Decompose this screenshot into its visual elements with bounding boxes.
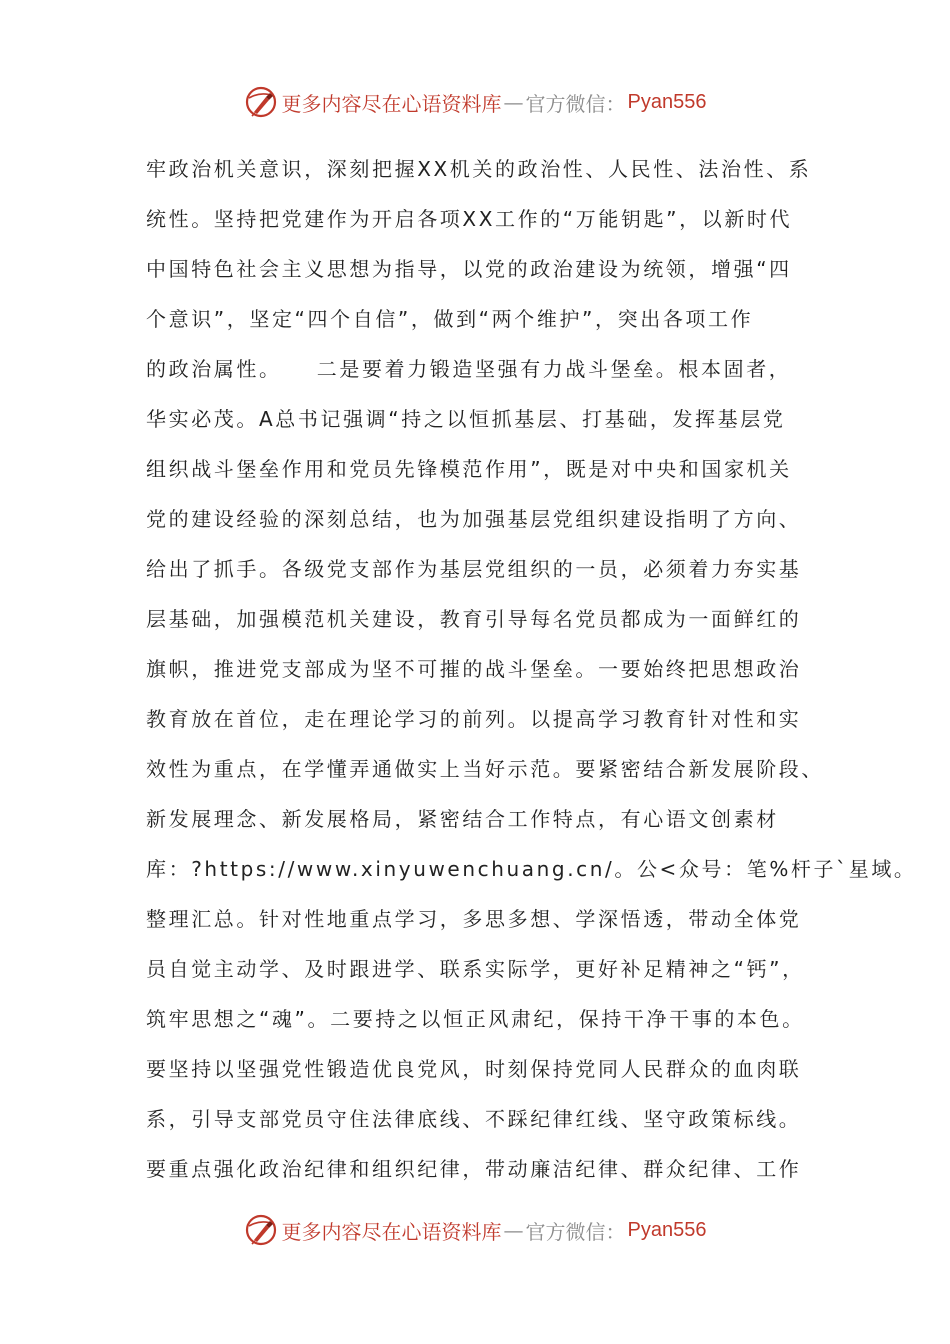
body-line: 组织战斗堡垒作用和党员先锋模范作用”，既是对中央和国家机关: [146, 457, 792, 481]
body-line: 教育放在首位，走在理论学习的前列。以提高学习教育针对性和实: [146, 707, 802, 731]
header-wechat-label: 官方微信：: [525, 91, 626, 116]
body-line: 整理汇总。针对性地重点学习，多思多想、学深悟透，带动全体党: [146, 907, 802, 931]
footer-wechat-id: Pyan556: [627, 1218, 707, 1241]
body-line: 要坚持以坚强党性锻造优良党风，时刻保持党同人民群众的血肉联: [146, 1057, 802, 1081]
body-line: 效性为重点，在学懂弄通做实上当好示范。要紧密结合新发展阶段、: [146, 757, 824, 781]
header-site-name: 更多内容尽在心语资料库: [281, 91, 502, 116]
body-line: 统性。坚持把党建作为开启各项XX工作的“万能钥匙”，以新时代: [146, 207, 793, 231]
pen-nib-logo-icon: [244, 85, 278, 119]
body-line: 中国特色社会主义思想为指导，以党的政治建设为统领，增强“四: [146, 257, 792, 281]
body-line: 要重点强化政治纪律和组织纪律，带动廉洁纪律、群众纪律、工作: [146, 1157, 802, 1181]
footer-banner: [0, 1210, 950, 1250]
body-line: 个意识”，坚定“四个自信”，做到“两个维护”，突出各项工作: [146, 307, 754, 331]
body-line: 给出了抓手。各级党支部作为基层党组织的一员，必须着力夯实基: [146, 557, 802, 581]
pen-nib-logo-icon: [244, 1213, 278, 1247]
body-line: 牢政治机关意识，深刻把握XX机关的政治性、人民性、法治性、系: [146, 157, 812, 181]
header-banner: [0, 82, 950, 122]
footer-wechat-label: 官方微信：: [525, 1219, 626, 1244]
header-wechat-id: Pyan556: [627, 90, 707, 113]
footer-site-name: 更多内容尽在心语资料库: [281, 1219, 502, 1244]
body-line: 华实必茂。A总书记强调“持之以恒抓基层、打基础，发挥基层党: [146, 407, 786, 431]
body-line: 员自觉主动学、及时跟进学、联系实际学，更好补足精神之“钙”，: [146, 957, 805, 981]
body-line: 党的建设经验的深刻总结，也为加强基层党组织建设指明了方向、: [146, 507, 802, 531]
body-line: 系，引导支部党员守住法律底线、不踩纪律红线、坚守政策标线。: [146, 1107, 802, 1131]
header-text: [282, 88, 707, 117]
body-line: 层基础，加强模范机关建设，教育引导每名党员都成为一面鲜红的: [146, 607, 802, 631]
body-line: 旗帜，推进党支部成为坚不可摧的战斗堡垒。一要始终把思想政治: [146, 657, 802, 681]
header-dash: —: [503, 90, 524, 114]
footer-text: [282, 1216, 707, 1245]
body-line: 新发展理念、新发展格局，紧密结合工作特点，有心语文创素材: [146, 807, 779, 831]
footer-dash: —: [503, 1218, 524, 1242]
body-line: 筑牢思想之“魂”。二要持之以恒正风肃纪，保持干净干事的本色。: [146, 1007, 805, 1031]
document-body: [146, 146, 917, 1196]
body-line: 库：?https://www.xinyuwenchuang.cn/。公<众号：笔%杆子`星域。: [146, 857, 917, 881]
body-line: 的政治属性。 二是要着力锻造坚强有力战斗堡垒。根本固者，: [146, 357, 792, 381]
